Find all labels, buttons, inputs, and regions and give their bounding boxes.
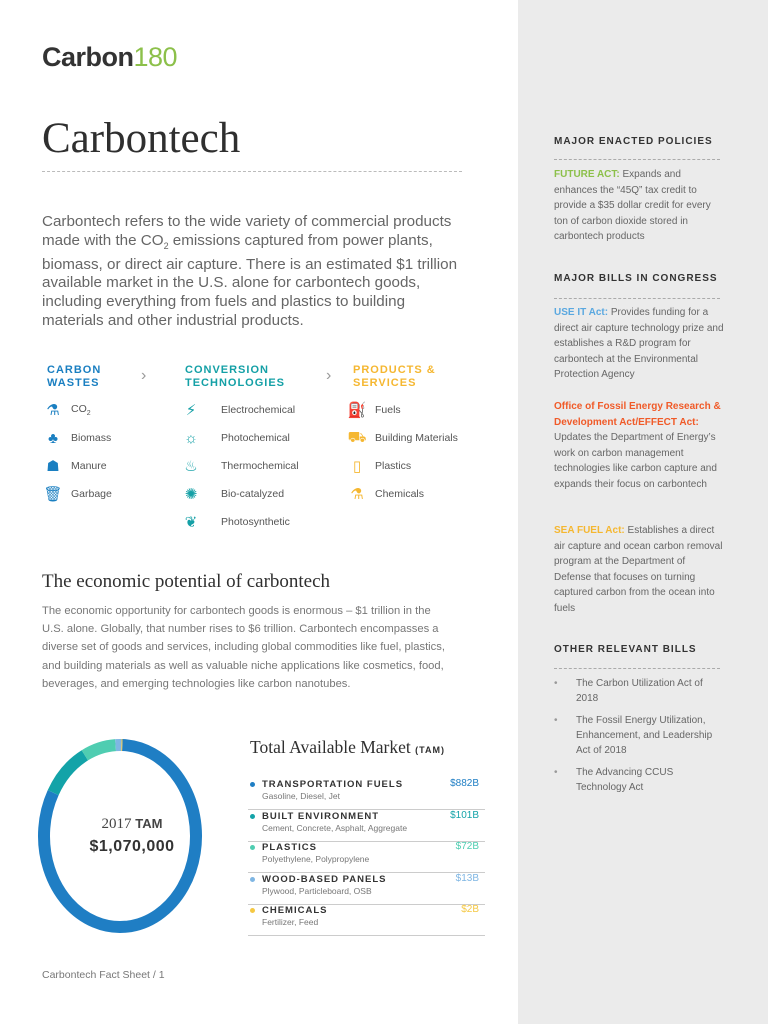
category-item-label: $CO_2$ <box>71 402 91 418</box>
tam-row <box>248 873 485 905</box>
category-item-garbage <box>43 484 112 504</box>
chevron-right-icon: › <box>141 367 147 384</box>
category-item-label: Photochemical <box>221 432 290 444</box>
category-item-label: Bio-catalyzed <box>221 488 285 500</box>
bills-in-congress-heading: MAJOR BILLS IN CONGRESS <box>554 273 718 284</box>
category-item-label: Garbage <box>71 488 112 500</box>
tam-row <box>248 904 485 936</box>
list-item: • The Carbon Utilization Act of 2018 <box>554 676 724 706</box>
category-item-plastics <box>347 456 411 476</box>
category-item-label: Electrochemical <box>221 404 296 416</box>
list-item: • The Advancing CCUS Technology Act <box>554 765 724 795</box>
category-item-label: Plastics <box>375 460 412 472</box>
economic-potential-text: The economic opportunity for carbontech goods is enormous – $1 trillion in the U.S. alone. Globally, that number rises to $6 trillion. Carbontech encompasses a diverse set of goods and services, including global commodities like fuel, plastics, and building materials as well as valuable niche applications like cosmetics, food, beverages, and emerging technologies like carbon nanotubes. <box>42 605 445 690</box>
page-footer: Carbontech Fact Sheet / 1 <box>42 969 165 981</box>
category-item-label: Fuels <box>375 404 401 416</box>
category-item-label: Manure <box>71 460 107 472</box>
tam-row-value: $101B <box>450 809 479 821</box>
category-item-thermochemical <box>181 456 299 476</box>
carbon180-logo: Carbon180 <box>42 42 178 72</box>
category-item-manure <box>43 456 107 476</box>
sea-fuel-act-text: SEA FUEL Act: Establishes a direct air capture and ocean carbon removal program at the Department of Defense that focuses on turning captured carbon from the ocean into fuels <box>554 525 723 614</box>
category-item-label: Chemicals <box>375 488 425 500</box>
tam-year-label: 2017 TAM <box>101 816 163 832</box>
economic-potential-heading: The economic potential of carbontech <box>42 571 331 592</box>
tam-row <box>248 778 485 810</box>
carbon-wastes-heading: CARBON WASTES <box>47 364 102 389</box>
tam-row <box>248 841 485 873</box>
enacted-policies-heading: MAJOR ENACTED POLICIES <box>554 136 713 147</box>
sidebar-divider <box>554 159 720 160</box>
lightning-bolt-icon: ⚡ <box>185 402 197 419</box>
tam-row-value: $13B <box>455 872 479 884</box>
fuel-can-icon: ⛽ <box>347 402 367 419</box>
sun-icon: ☼ <box>184 429 198 447</box>
effect-act-text: Office of Fossil Energy Research & Development Act/EFFECT Act: Updates the Department of Energy’s work on carbon management technologies like carbon capture and expands their focus on carbontech <box>554 401 721 490</box>
tam-row-sub: Fertilizer, Feed <box>262 917 319 927</box>
donut-slice-built-environment <box>53 755 85 792</box>
tam-row-value: $882B <box>450 778 479 789</box>
category-item-photosynthetic <box>181 512 290 532</box>
future-act-text: FUTURE ACT: Expands and enhances the “45Q” tax credit to provide a $35 dollar credit for every ton of carbon dioxide stored in carbontech products <box>554 169 711 242</box>
other-bills-heading: OTHER RELEVANT BILLS <box>554 644 697 655</box>
tam-row-sub: Cement, Concrete, Asphalt, Aggregate <box>262 822 408 833</box>
conversion-technologies-heading: CONVERSION TECHNOLOGIES <box>185 364 286 389</box>
category-item-fuels <box>347 400 401 420</box>
category-item-electrochemical <box>181 400 295 420</box>
chevron-right-icon: › <box>326 367 332 384</box>
policy-sidebar <box>518 0 768 1024</box>
flame-icon: ♨ <box>184 458 198 475</box>
list-item: • The Fossil Energy Utilization, Enhancement, and Leadership Act of 2018 <box>554 713 724 758</box>
sidebar-divider <box>554 668 720 669</box>
tam-donut-chart <box>37 736 203 936</box>
flask-icon: ⚗ <box>350 486 364 503</box>
tam-row-value: $2B <box>461 904 479 915</box>
legend-dot <box>250 877 255 882</box>
category-item-chemicals <box>347 484 424 504</box>
category-item-label: Building Materials <box>375 432 458 444</box>
garbage-can-icon: 🗑 <box>43 486 63 503</box>
tam-row-sub: Polyethylene, Polypropylene <box>262 854 370 864</box>
donut-slice-plastics <box>85 745 116 755</box>
category-item-co <box>43 400 91 420</box>
legend-dot <box>250 908 255 913</box>
tam-row-name: WOOD-BASED PANELS <box>262 873 387 885</box>
category-item-biomass <box>43 428 111 448</box>
tam-row-name: CHEMICALS <box>262 905 328 916</box>
tam-row-name: BUILT ENVIRONMENT <box>262 810 380 822</box>
tam-row-sub: Gasoline, Diesel, Jet <box>262 791 340 801</box>
tam-total-value: $1,070,000 <box>89 838 175 855</box>
sidebar-divider <box>554 298 720 299</box>
legend-dot <box>250 814 255 819</box>
category-item-label: Photosynthetic <box>221 516 290 528</box>
category-item-photochemical <box>181 428 290 448</box>
tam-title: Total Available Market (TAM) <box>250 737 445 757</box>
leaf-icon: ❦ <box>184 514 198 531</box>
microbe-icon: ✺ <box>184 486 198 503</box>
bottle-icon: ▯ <box>352 458 362 475</box>
other-bills-list <box>554 676 724 802</box>
legend-dot <box>250 845 255 850</box>
category-item-label: Biomass <box>71 432 112 444</box>
tam-row-name: PLASTICS <box>262 842 317 853</box>
tam-row-sub: Plywood, Particleboard, OSB <box>262 885 372 896</box>
category-item-bio-catalyzed <box>181 484 284 504</box>
intro-paragraph: Carbontech refers to the wide variety of commercial products made with the $CO_2$ emissions captured from power plants, biomass, or direct air capture. There is an estimated $1 trillion available market in the U.S. alone for carbontech goods, including everything from fuels and plastics to building materials and other industrial products. <box>42 213 458 330</box>
title-divider <box>42 171 462 172</box>
use-it-act-text: USE IT Act: Provides funding for a direct air capture technology prize and establishes a R&D program for carbontech at the Environmental Protection Agency <box>554 307 724 380</box>
category-item-building-materials <box>347 428 458 448</box>
biomass-icon: ♣ <box>48 429 58 447</box>
tam-row <box>248 810 485 842</box>
manure-icon: ☗ <box>46 458 60 475</box>
tam-row-value: $72B <box>455 841 479 852</box>
tam-row-name: TRANSPORTATION FUELS <box>262 779 404 790</box>
category-item-label: Thermochemical <box>221 460 299 472</box>
legend-dot <box>250 782 255 787</box>
co2-molecule-icon: ⚗ <box>46 402 60 419</box>
concrete-mixer-icon: ⛟ <box>347 428 367 446</box>
products-services-heading: PRODUCTS & SERVICES <box>353 364 436 389</box>
page-title: Carbontech <box>42 115 241 162</box>
